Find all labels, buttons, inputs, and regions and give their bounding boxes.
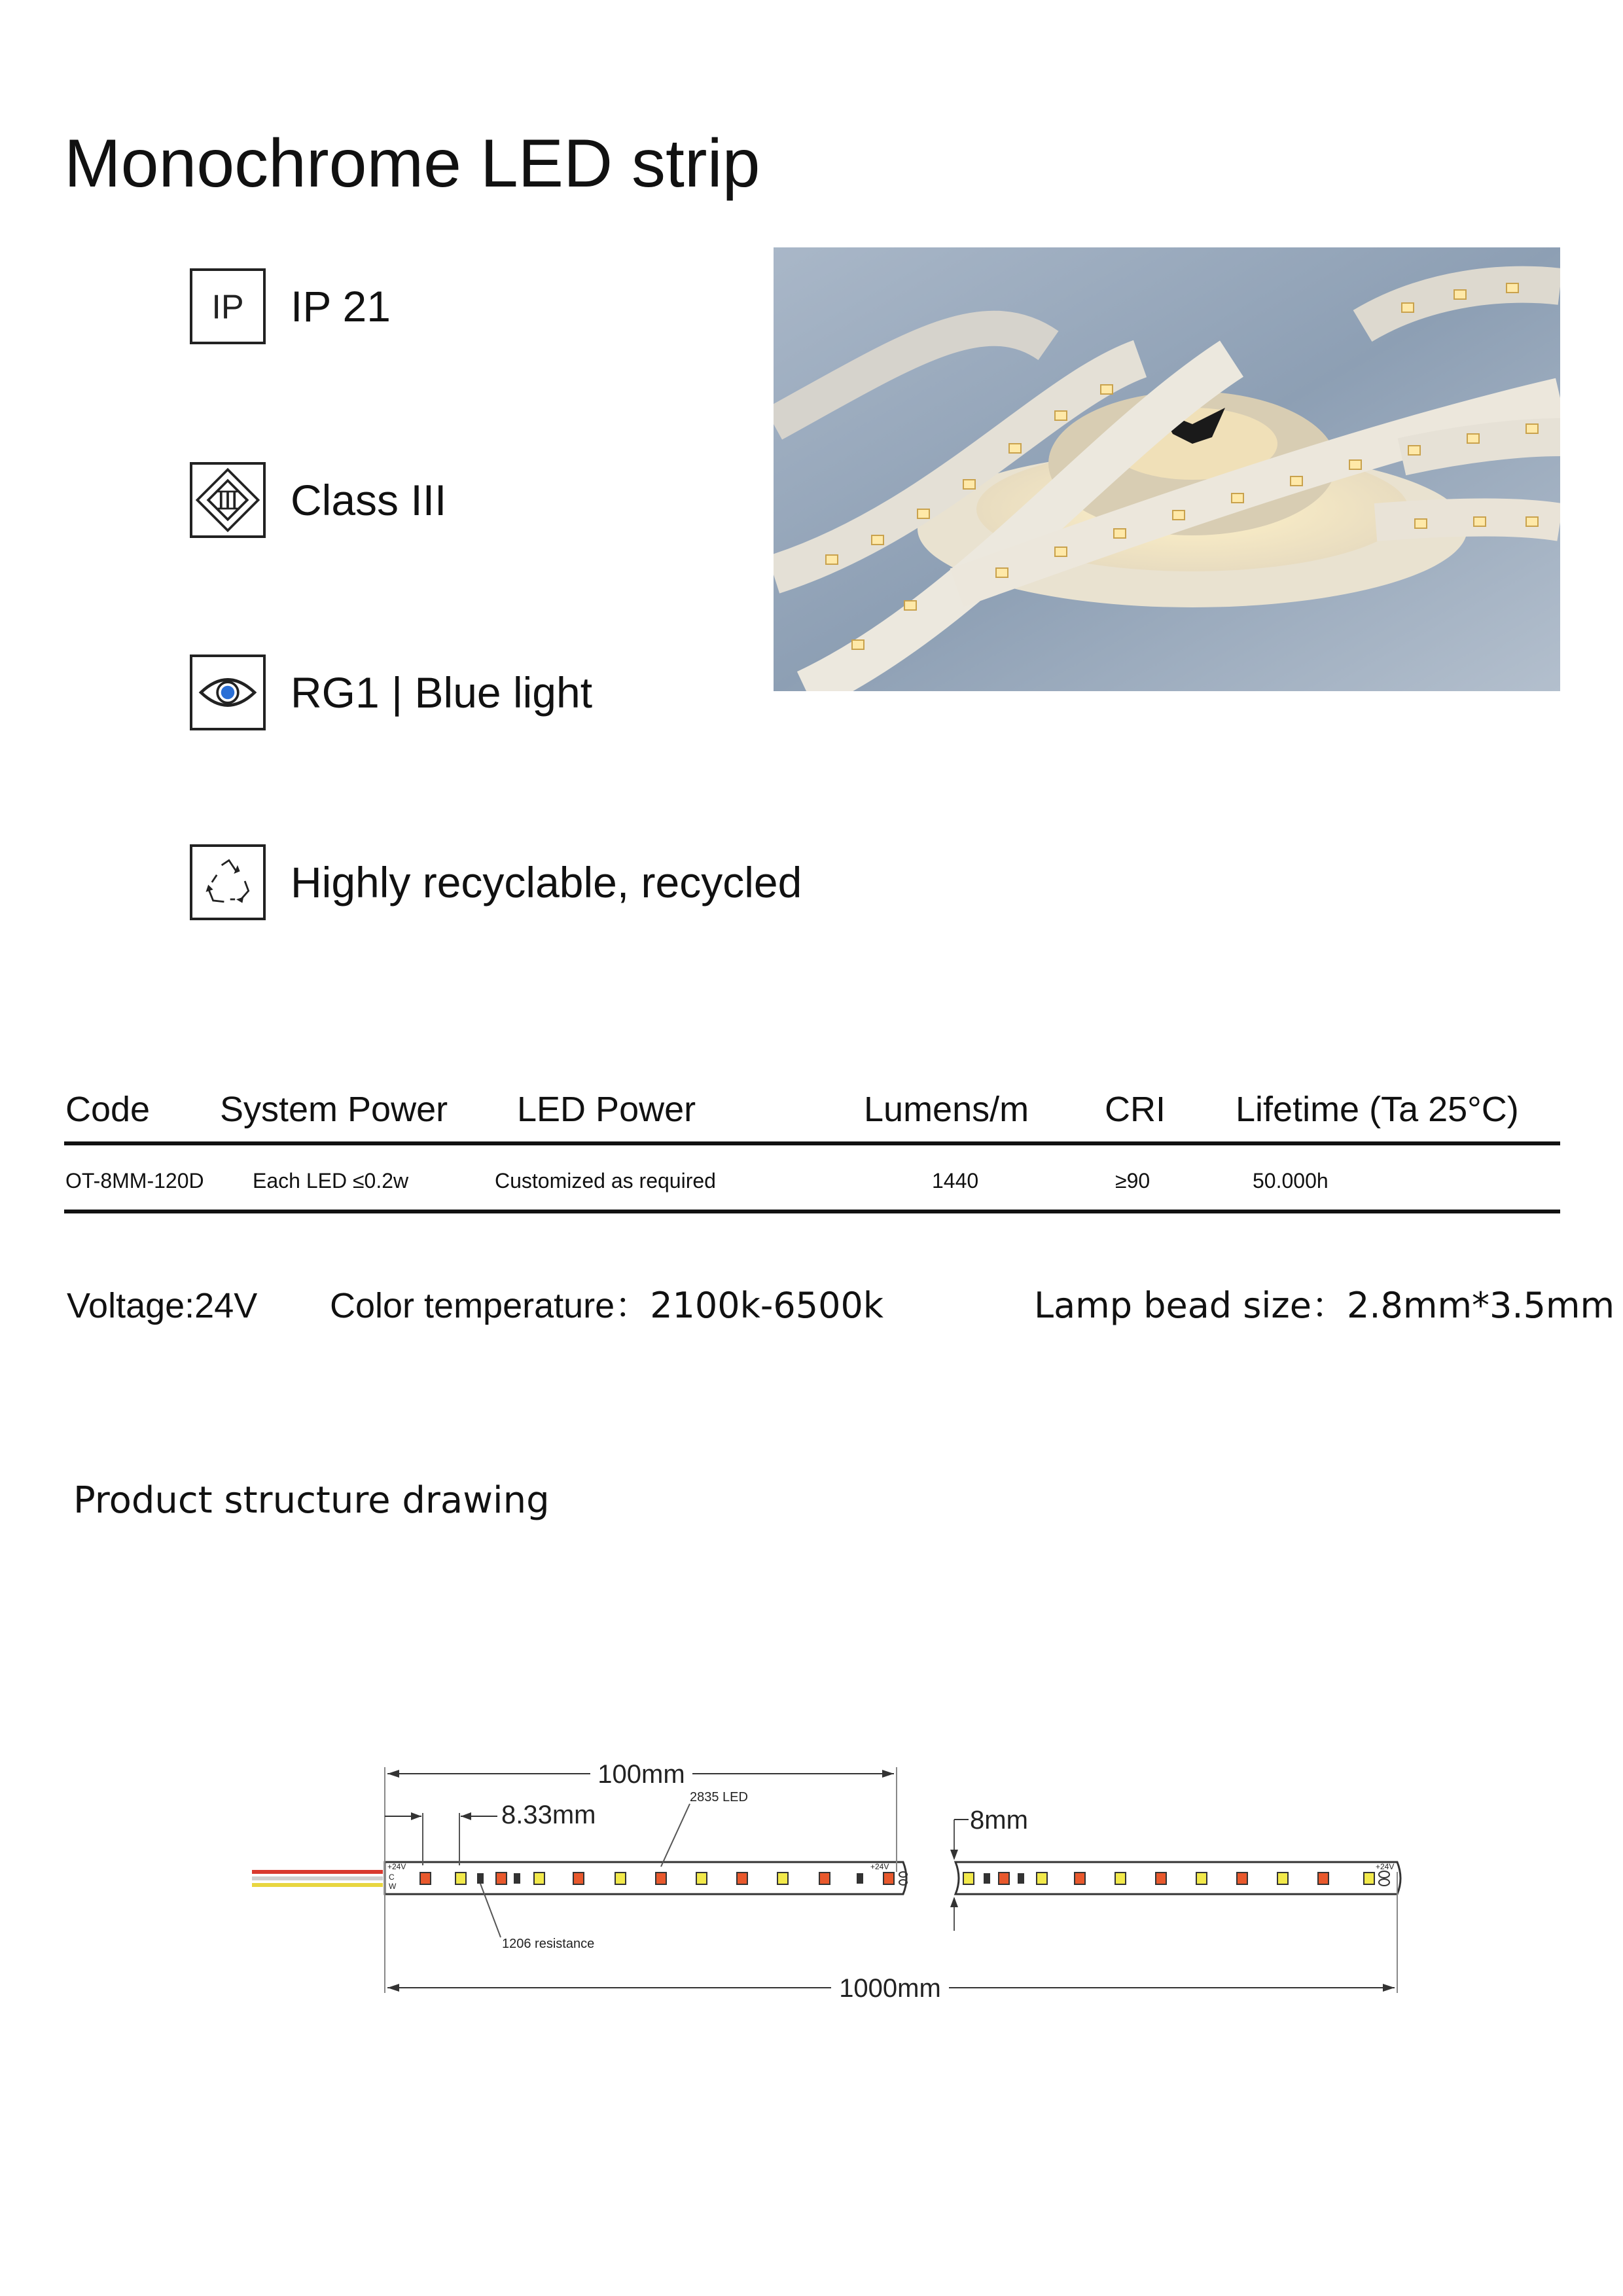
table-header-system-power: System Power <box>220 1090 448 1129</box>
pad-label-plus-end: +24V <box>870 1862 889 1871</box>
eye-icon <box>190 655 266 730</box>
dim-1000mm: 1000mm <box>839 1974 941 2003</box>
pad-label-plus: +24V <box>387 1862 406 1871</box>
table-header-lumens: Lumens/m <box>864 1090 1029 1129</box>
color-temperature-spec <box>330 1283 883 1329</box>
led <box>1318 1873 1329 1884</box>
lamp-bead-label: Lamp bead size： <box>1034 1285 1347 1326</box>
structure-drawing <box>242 1741 1420 2016</box>
table-cell-code: OT-8MM-120D <box>65 1169 204 1193</box>
table-header-code: Code <box>65 1090 151 1129</box>
feature-label-recycle: Highly recyclable, recycled <box>291 858 802 906</box>
pad-label-c: C <box>389 1873 395 1882</box>
lamp-bead-value: 2.8mm*3.5mm <box>1346 1285 1615 1326</box>
drawing-title: Product structure drawing <box>73 1479 550 1522</box>
led <box>1156 1873 1166 1884</box>
led <box>963 1873 974 1884</box>
page-title: Monochrome LED strip <box>64 126 760 202</box>
label-2835-led: 2835 LED <box>690 1790 748 1804</box>
led <box>1196 1873 1207 1884</box>
table-cell-system-power: Each LED ≤0.2w <box>253 1169 409 1193</box>
table-cell-lumens: 1440 <box>932 1169 979 1193</box>
recycle-icon <box>190 844 266 920</box>
led <box>573 1873 584 1884</box>
resistor <box>514 1874 520 1883</box>
led <box>1237 1873 1247 1884</box>
feature-label-class: Class III <box>291 476 447 524</box>
dim-100mm: 100mm <box>597 1760 685 1789</box>
product-photo <box>774 247 1560 691</box>
table-bottom-rule <box>64 1210 1560 1213</box>
led <box>420 1873 431 1884</box>
feature-label-blue-light: RG1 | Blue light <box>291 668 593 717</box>
led <box>696 1873 707 1884</box>
ip-icon-text: IP <box>211 288 244 327</box>
led <box>1037 1873 1047 1884</box>
pad-label-w: W <box>389 1882 397 1891</box>
led <box>819 1873 830 1884</box>
led <box>656 1873 666 1884</box>
feature-label-ip: IP 21 <box>291 282 391 331</box>
table-header-cri: CRI <box>1105 1090 1166 1129</box>
table-top-rule <box>64 1141 1560 1145</box>
table-cell-lifetime: 50.000h <box>1253 1169 1329 1193</box>
dim-8-33mm: 8.33mm <box>501 1801 596 1829</box>
led <box>615 1873 626 1884</box>
led <box>1364 1873 1374 1884</box>
voltage-spec: Voltage:24V <box>67 1286 258 1325</box>
color-temperature-value: 2100k-6500k <box>650 1285 884 1326</box>
table-header-lifetime: Lifetime (Ta 25°C) <box>1236 1090 1519 1129</box>
led <box>496 1873 507 1884</box>
ip-icon <box>190 268 266 344</box>
label-1206-resistance: 1206 resistance <box>502 1937 595 1951</box>
color-temperature-label: Color temperature： <box>330 1286 651 1325</box>
led <box>455 1873 466 1884</box>
table-cell-cri: ≥90 <box>1115 1169 1150 1193</box>
led <box>1115 1873 1126 1884</box>
led <box>777 1873 788 1884</box>
resistor <box>984 1874 990 1883</box>
lamp-bead-spec <box>1034 1283 1614 1329</box>
table-cell-led-power: Customized as required <box>495 1169 716 1193</box>
class-iii-icon <box>190 462 266 538</box>
dim-8mm: 8mm <box>970 1806 1028 1835</box>
led <box>1277 1873 1288 1884</box>
pad-label-plus-tail: +24V <box>1376 1862 1395 1871</box>
led <box>737 1873 747 1884</box>
resistor <box>478 1874 483 1883</box>
resistor <box>857 1874 863 1883</box>
resistor <box>1018 1874 1024 1883</box>
led <box>999 1873 1009 1884</box>
led <box>534 1873 544 1884</box>
led <box>1075 1873 1085 1884</box>
table-header-led-power: LED Power <box>517 1090 696 1129</box>
led <box>883 1873 894 1884</box>
